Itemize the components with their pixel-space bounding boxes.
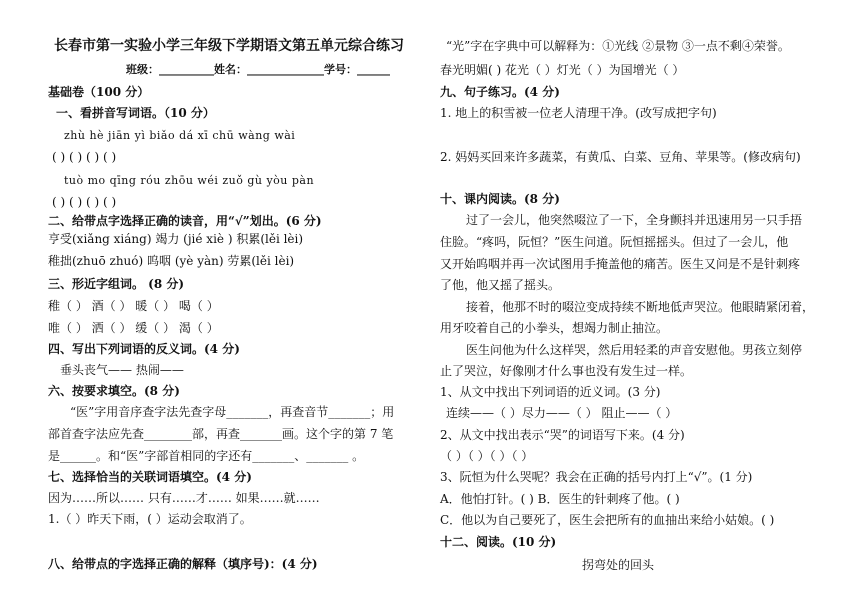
- pinyin-row-1: zhù hè jiān yì biǎo dá xī chū wàng wài: [64, 129, 296, 142]
- dictionary-fill-line-2: 部首查字法应先查________部，再查_______画。这个字的第 7 笔: [48, 427, 394, 441]
- passage-line: 止了哭泣，好像刚才什么事也没有发生过一样。: [440, 364, 693, 378]
- question-2: 2、从文中找出表示“哭”的词语写下来。(4 分): [440, 428, 685, 442]
- similar-char-row-1: 稚（ ） 酒（ ） 暖（ ） 喝（ ）: [48, 299, 219, 313]
- section-1-heading: 一、看拼音写词语。（10 分）: [56, 106, 215, 120]
- dictionary-fill-line-3: 是______。和“医”字部首相同的字还有_______、_______ 。: [48, 449, 365, 463]
- question-3-option-c: C．他以为自己要死了，医生会把所有的血抽出来给小姑娘。( ): [440, 513, 775, 527]
- conjunction-question-1: 1.（ ）昨天下雨，( ）运动会取消了。: [48, 512, 252, 526]
- passage-line: 过了一会儿，他突然啜泣了一下，全身颤抖并迅速用另一只手捂: [466, 213, 803, 227]
- section-3-heading: 三、形近字组词。 (8 分): [48, 277, 185, 291]
- pinyin-row-2: tuò mo qīng róu zhōu wéi zuǒ gù yòu pàn: [64, 174, 315, 187]
- section-9-heading: 九、句子练习。(4 分): [440, 85, 560, 99]
- pronunciation-row-2: 稚拙(zhuō zhuó) 呜咽 (yè yàn) 劳累(lěi lèi): [48, 254, 295, 268]
- answer-boxes-row-2: ( ) ( ) ( ) ( ): [52, 195, 117, 209]
- pronunciation-row-1: 亨受(xiǎng xiáng) 竭力 (jié xiè ) 积累(lěi lèi): [48, 232, 304, 246]
- section-10-heading: 十、课内阅读。(8 分): [440, 192, 560, 206]
- section-2-heading: 二、给带点字选择正确的读音，用“√”划出。(6 分): [48, 214, 322, 228]
- passage-line: 了他，他又摇了摇头。: [440, 278, 561, 292]
- question-3-option-ab: A．他怕打针。( ) B．医生的针刺疼了他。( ): [440, 492, 680, 506]
- guang-definitions: “光”字在字典中可以解释为：①光线 ②景物 ③一点不剩④荣誉。: [446, 39, 790, 53]
- guang-fill-line: 春光明媚( ) 花光（ ）灯光（ ）为国增光（ ）: [440, 63, 685, 77]
- dictionary-fill-line-1: “医”字用音序查字法先查字母_______，再查音节_______；用: [70, 405, 395, 419]
- sentence-task-2: 2. 妈妈买回来许多蔬菜，有黄瓜、白菜、豆角、苹果等。(修改病句): [440, 150, 801, 164]
- base-section-heading: 基础卷（100 分）: [48, 85, 150, 99]
- question-1-answers: 连续——（ ）尽力——（ ） 阻止——（ ）: [446, 406, 678, 420]
- question-3: 3、阮恒为什么哭呢？我会在正确的括号内打上“√”。(1 分): [440, 470, 753, 484]
- worksheet-title: 长春市第一实验小学三年级下学期语文第五单元综合练习: [54, 38, 404, 54]
- similar-char-row-2: 唯（ ） 洒（ ） 缓（ ） 渴（ ）: [48, 321, 219, 335]
- passage-line: 医生问他为什么这样哭，然后用轻柔的声音安慰他。男孩立刻停: [466, 343, 803, 357]
- passage-line: 住脸。“疼吗，阮恒？”医生问道。阮恒摇摇头。但过了一会儿，他: [440, 235, 789, 249]
- question-2-answers: （ ）（ ）（ ）（ ）: [440, 449, 534, 463]
- antonym-row: 垂头丧气—— 热闹——: [60, 363, 184, 377]
- section-8-heading: 八、给带点的字选择正确的解释（填序号)：(4 分): [48, 557, 318, 571]
- student-info-line: 班级：__________姓名：______________学号：______: [126, 63, 390, 76]
- section-7-heading: 七、选择恰当的关联词语填空。(4 分): [48, 470, 252, 484]
- passage-line: 接着，他那不时的啜泣变成持续不断地低声哭泣。他眼睛紧闭着，: [466, 300, 815, 314]
- passage-line: 又开始呜咽并再一次试图用手掩盖他的痛苦。医生又问是不是针刺疼: [440, 257, 801, 271]
- passage-line: 用牙咬着自己的小拳头，想竭力制止抽泣。: [440, 321, 669, 335]
- section-6-heading: 六、按要求填空。(8 分): [48, 384, 180, 398]
- conjunction-options: 因为……所以…… 只有……才…… 如果……就……: [48, 491, 320, 505]
- section-12-heading: 十二、阅读。(10 分): [440, 535, 557, 549]
- answer-boxes-row-1: ( ) ( ) ( ) ( ): [52, 150, 117, 164]
- section-4-heading: 四、写出下列词语的反义词。(4 分): [48, 342, 240, 356]
- reading-title: 拐弯处的回头: [582, 558, 655, 572]
- question-1: 1、从文中找出下列词语的近义词。(3 分): [440, 385, 661, 399]
- sentence-task-1: 1. 地上的积雪被一位老人清理干净。(改写成把字句): [440, 106, 717, 120]
